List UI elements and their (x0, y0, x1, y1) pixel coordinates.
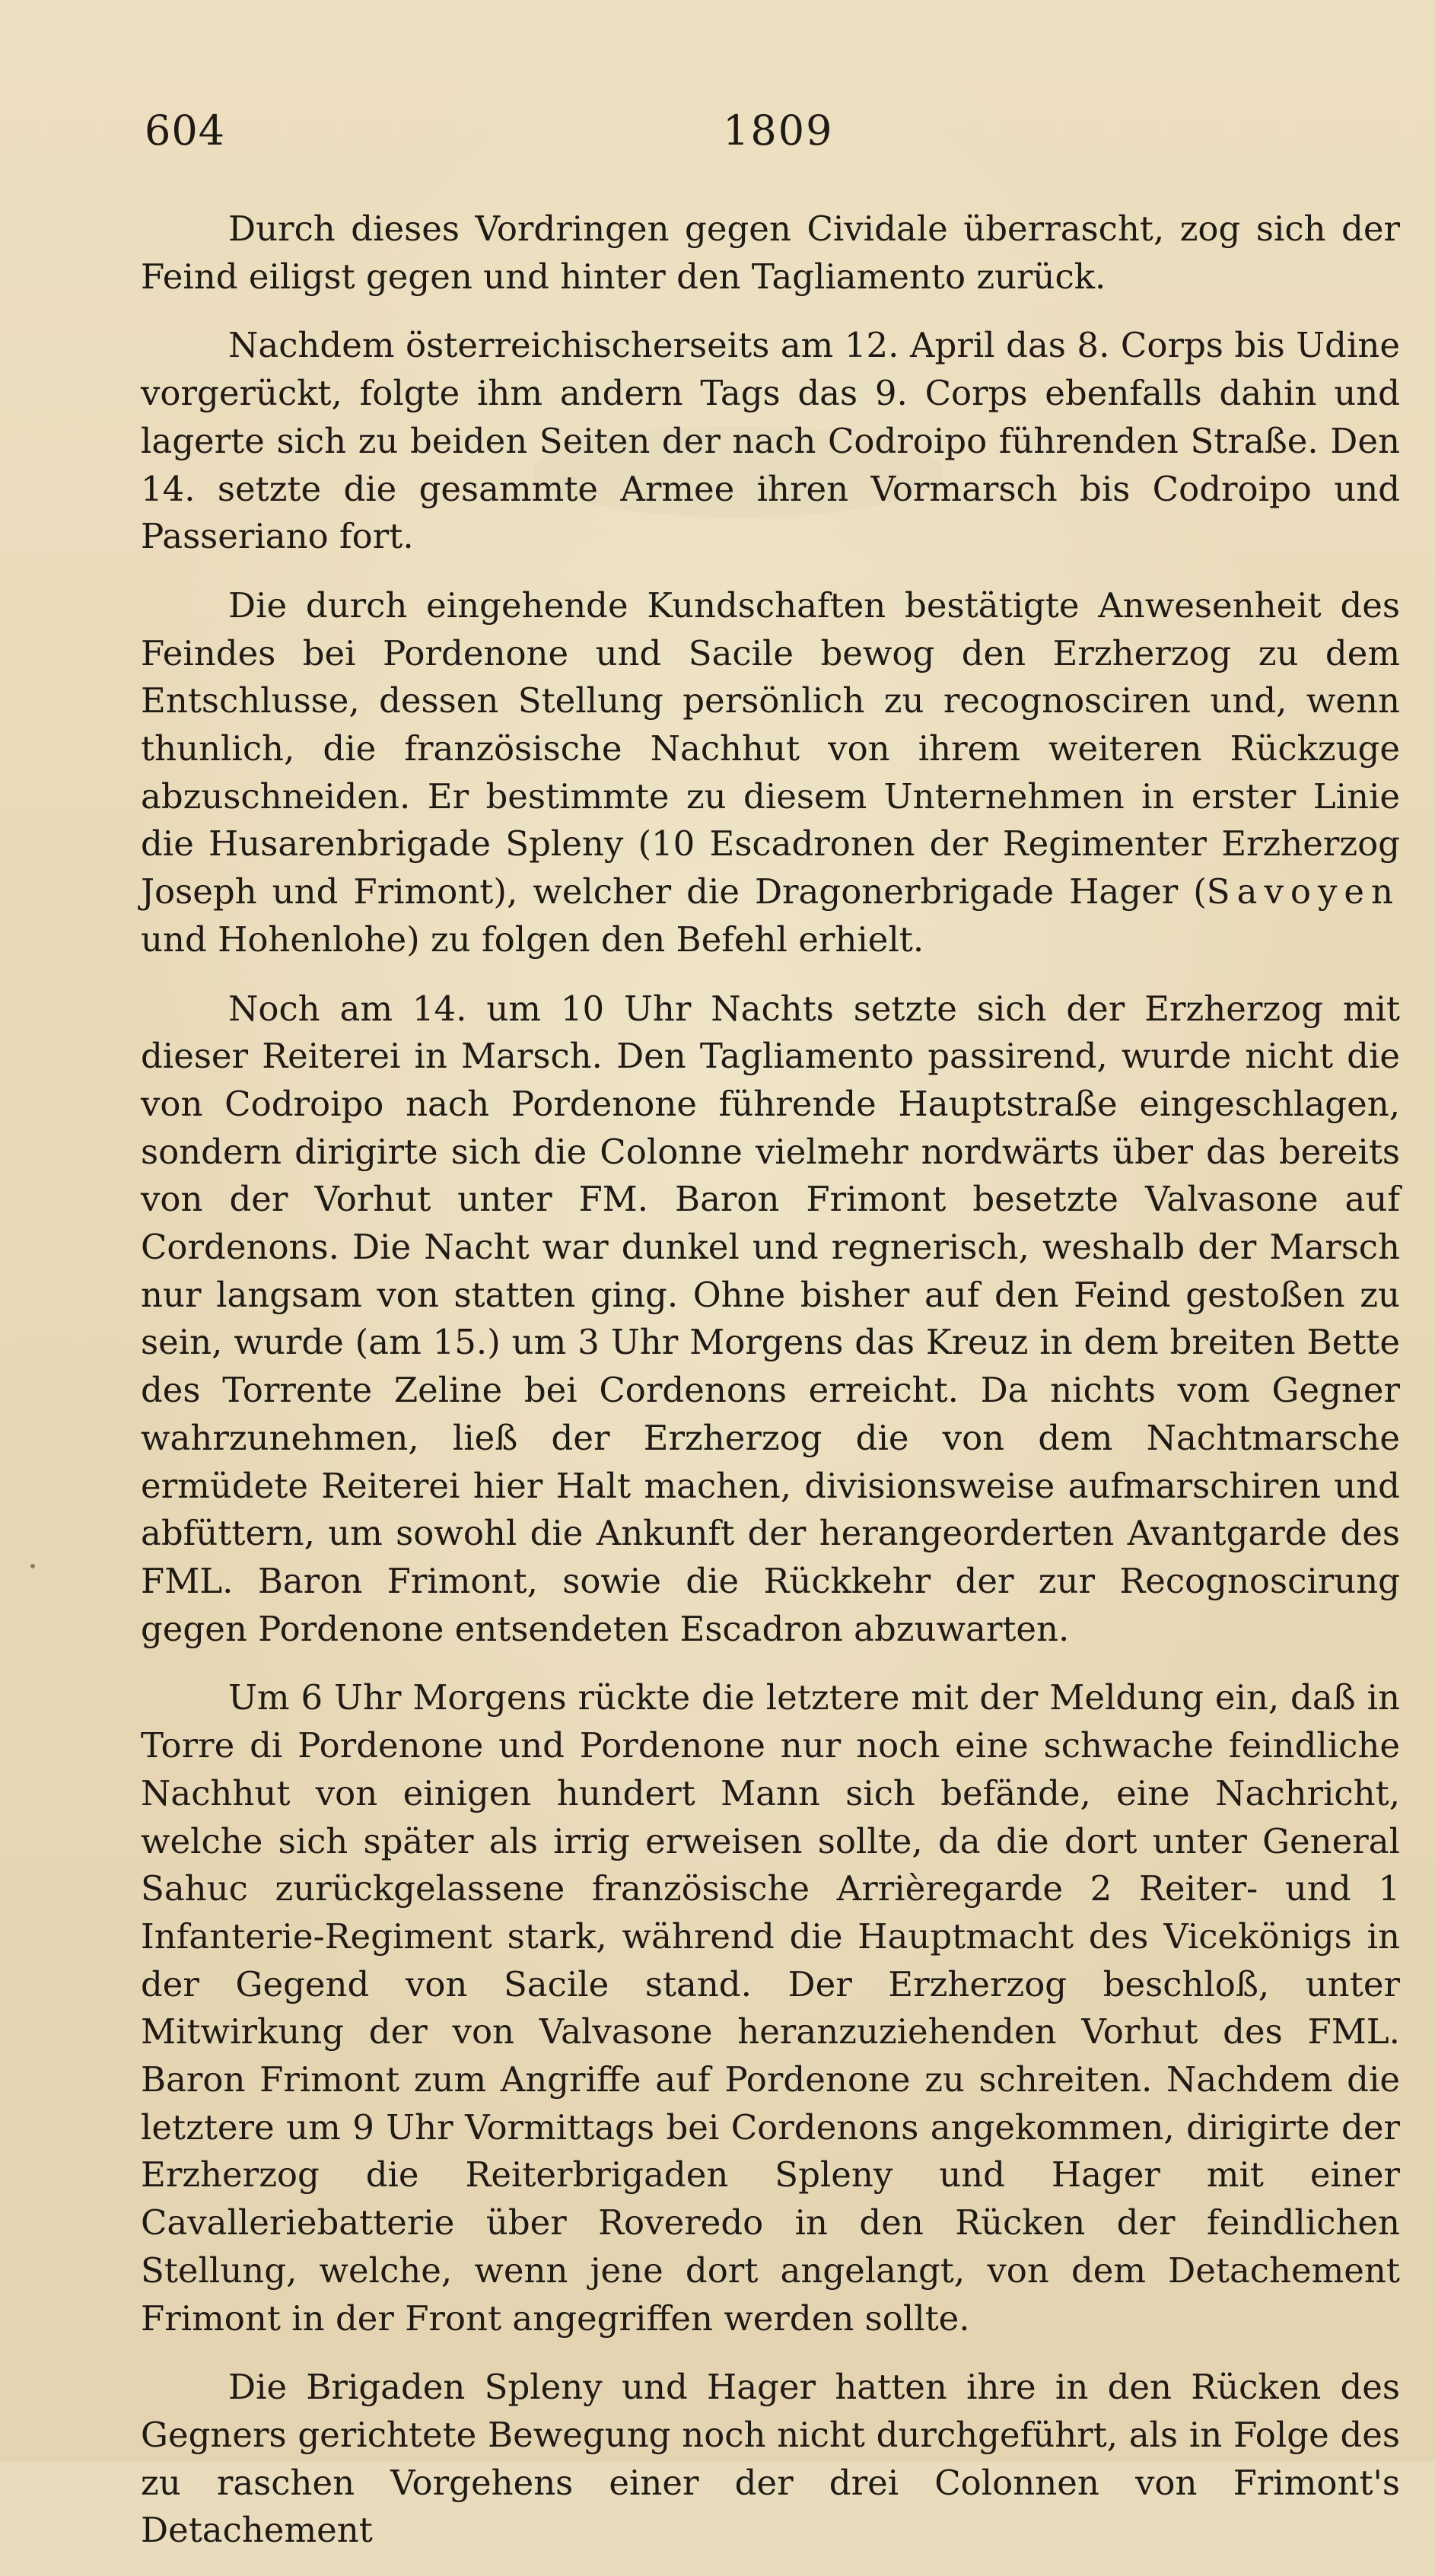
spaced-word-savoyen: Savoyen (1206, 871, 1400, 912)
paragraph-6: Die Brigaden Spleny und Hager hatten ihre in den Rücken des Gegners gerichtete Bewegung noch nicht durchgeführt, als in Folge des zu raschen Vorgehens einer der drei Colonnen von Frimont's Detachement (141, 2367, 1400, 2551)
paragraph-5: Um 6 Uhr Morgens rückte die letztere mit der Meldung ein, daß in Torre di Pordenone und Pordenone nur noch eine schwache feindliche Nachhut von einigen hundert Mann sich befände, eine Nachricht, welche sich später als irrig erweisen sollte, da die dort unter General Sahuc zurückgelassene französische Arrièregarde 2 Reiter- und 1 Infanterie-Regiment stark, während die Hauptmacht des Vicekönigs in der Gegend von Sacile stand. Der Erzherzog beschloß, unter Mitwirkung der von Valvasone heranzuziehenden Vorhut des FML. Baron Frimont zum Angriffe auf Pordenone zu schreiten. Nachdem die letztere um 9 Uhr Vormittags bei Cordenons angekommen, dirigirte der Erzherzog die Reiterbrigaden Spleny und Hager mit einer Cavalleriebatterie über Roveredo in den Rücken der feindlichen Stellung, welche, wenn jene dort angelangt, von dem Detachement Frimont in der Front angegriffen werden sollte. (141, 1677, 1400, 2339)
page-header (137, 107, 1400, 167)
paragraph-3-text: Die durch eingehende Kundschaften bestätigte Anwesenheit des Feindes bei Pordenone und Sacile bewog den Erzherzog zu dem Entschlusse, dessen Stellung persönlich zu recognosciren und, wenn thunlich, die französische Nachhut von ihrem weiteren Rückzuge abzuschneiden. Er bestimmte zu diesem Unternehmen in erster Linie die Husarenbrigade Spleny (10 Escadronen der Regimenter Erzherzog Joseph und Frimont), welcher die Dragonerbrigade Hager ( (141, 584, 1400, 912)
paragraph-3-tail: und Hohenlohe) zu folgen den Befehl erhielt. (141, 919, 924, 960)
page-number: 604 (145, 107, 226, 154)
paragraph-4: Noch am 14. um 10 Uhr Nachts setzte sich der Erzherzog mit dieser Reiterei in Marsch. Den Tagliamento passirend, wurde nicht die von Codroipo nach Pordenone führende Hauptstraße eingeschlagen, sondern dirigirte sich die Colonne vielmehr nordwärts über das bereits von der Vorhut unter FM. Baron Frimont besetzte Valvasone auf Cordenons. Die Nacht war dunkel und regnerisch, weshalb der Marsch nur langsam von statten ging. Ohne bisher auf den Feind gestoßen zu sein, wurde (am 15.) um 3 Uhr Morgens das Kreuz in dem breiten Bette des Torrente Zeline bei Cordenons erreicht. Da nichts vom Gegner wahrzunehmen, ließ der Erzherzog die von dem Nachtmarsche ermüdete Reiterei hier Halt machen, divisionsweise aufmarschiren und abfüttern, um sowohl die Ankunft der herangeorderten Avantgarde des FML. Baron Frimont, sowie die Rückkehr der zur Recognoscirung gegen Pordenone entsendeten Escadron abzuwarten. (141, 988, 1400, 1649)
paragraph-3 (141, 582, 1400, 964)
running-head-year: 1809 (723, 107, 834, 154)
ink-speck (30, 1564, 35, 1568)
body-text (141, 205, 1400, 2576)
paragraph-1: Durch dieses Vordringen gegen Cividale überrascht, zog sich der Feind eiligst gegen und hinter den Tagliamento zurück. (141, 209, 1400, 297)
paragraph-2: Nachdem österreichischerseits am 12. April das 8. Corps bis Udine vorgerückt, folgte ihm andern Tags das 9. Corps ebenfalls dahin und lagerte sich zu beiden Seiten der nach Codroipo führenden Straße. Den 14. setzte die gesammte Armee ihren Vormarsch bis Codroipo und Passeriano fort. (141, 325, 1400, 557)
